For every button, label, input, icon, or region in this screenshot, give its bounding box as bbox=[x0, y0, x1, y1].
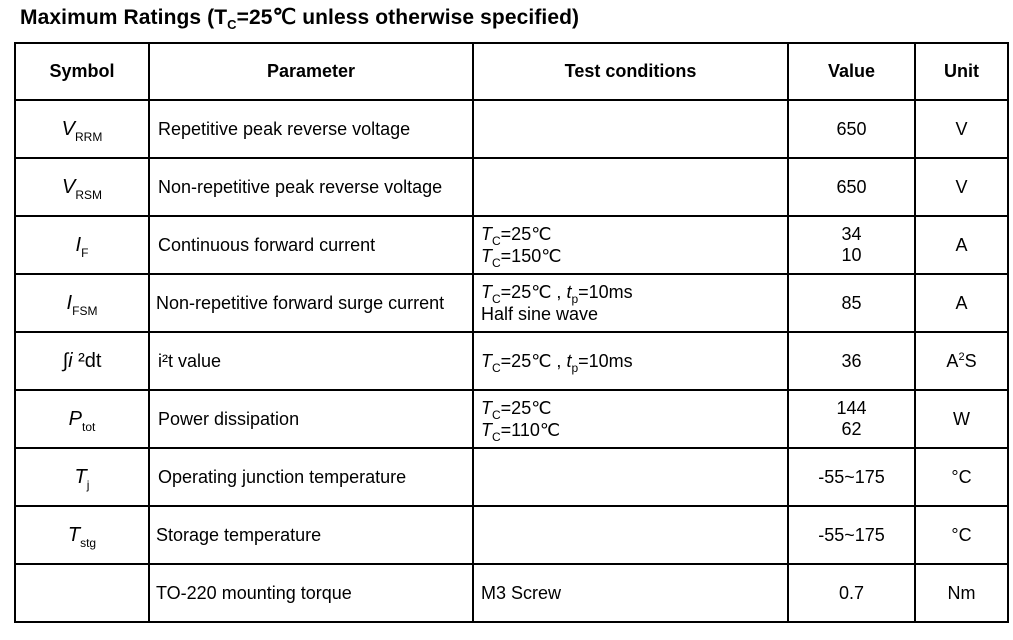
value-cell: 650 bbox=[788, 158, 915, 216]
unit-cell: $A^2S$ bbox=[915, 332, 1008, 390]
condition-line: $T_C=25℃$ bbox=[481, 224, 552, 248]
symbol-cell bbox=[15, 216, 149, 274]
value-cell: 650 bbox=[788, 100, 915, 158]
header-parameter: Parameter bbox=[149, 43, 473, 100]
ratings-table bbox=[14, 42, 1009, 623]
unit-cell: Nm bbox=[915, 564, 1008, 622]
unit-cell: V bbox=[915, 158, 1008, 216]
table-row bbox=[15, 158, 1008, 216]
unit-cell: A bbox=[915, 274, 1008, 332]
symbol-ifsm: $I_{FSM}$ bbox=[66, 291, 98, 318]
unit-cell: V bbox=[915, 100, 1008, 158]
conditions-cell: M3 Screw bbox=[473, 564, 788, 622]
parameter-cell: Continuous forward current bbox=[149, 216, 473, 274]
symbol-cell bbox=[15, 100, 149, 158]
value-cell: 36 bbox=[788, 332, 915, 390]
table-row bbox=[15, 564, 1008, 622]
value-cell: 85 bbox=[788, 274, 915, 332]
parameter-cell: Operating junction temperature bbox=[149, 448, 473, 506]
conditions-cell bbox=[473, 100, 788, 158]
table-row bbox=[15, 506, 1008, 564]
parameter-cell: i²t value bbox=[149, 332, 473, 390]
parameter-cell: Non-repetitive peak reverse voltage bbox=[149, 158, 473, 216]
value-cell: 0.7 bbox=[788, 564, 915, 622]
header-unit: Unit bbox=[915, 43, 1008, 100]
parameter-cell: Power dissipation bbox=[149, 390, 473, 448]
conditions-cell bbox=[473, 158, 788, 216]
unit-cell: A bbox=[915, 216, 1008, 274]
value-cell: 34 10 bbox=[788, 216, 915, 274]
symbol-if: $I_F$ bbox=[75, 233, 89, 260]
table-row bbox=[15, 390, 1008, 448]
value-cell: -55~175 bbox=[788, 506, 915, 564]
parameter-cell: Storage temperature bbox=[149, 506, 473, 564]
symbol-i2t: ∫i ²dt bbox=[62, 349, 102, 372]
symbol-cell bbox=[15, 274, 149, 332]
page-title: Maximum Ratings ($T_C=25℃$ unless otherwise specified) bbox=[20, 6, 580, 32]
parameter-cell: Repetitive peak reverse voltage bbox=[149, 100, 473, 158]
condition-line: $T_C=25℃$ , $t_p=10ms$ bbox=[481, 282, 633, 306]
symbol-cell bbox=[15, 158, 149, 216]
unit-cell: °C bbox=[915, 506, 1008, 564]
conditions-cell bbox=[473, 274, 788, 332]
symbol-tj: $T_j$ bbox=[74, 465, 90, 492]
value-cell: 144 62 bbox=[788, 390, 915, 448]
unit-cell: °C bbox=[915, 448, 1008, 506]
conditions-cell bbox=[473, 448, 788, 506]
parameter-cell: TO-220 mounting torque bbox=[149, 564, 473, 622]
symbol-vrrm: $V_{RRM}$ bbox=[61, 117, 103, 144]
value-cell: -55~175 bbox=[788, 448, 915, 506]
table-row bbox=[15, 332, 1008, 390]
conditions-cell bbox=[473, 506, 788, 564]
header-symbol: Symbol bbox=[15, 43, 149, 100]
condition-line: Half sine wave bbox=[481, 304, 599, 324]
symbol-cell bbox=[15, 332, 149, 390]
condition-line: $T_C=25℃$ , $t_p=10ms$ bbox=[481, 351, 633, 375]
table-row bbox=[15, 448, 1008, 506]
condition-line: $T_C=150℃$ bbox=[481, 246, 562, 270]
header-test-conditions: Test conditions bbox=[473, 43, 788, 100]
table-row bbox=[15, 274, 1008, 332]
table-header-row bbox=[15, 43, 1008, 100]
symbol-cell bbox=[15, 448, 149, 506]
conditions-cell bbox=[473, 216, 788, 274]
symbol-cell bbox=[15, 564, 149, 622]
symbol-ptot: $P_{tot}$ bbox=[68, 407, 96, 434]
condition-line: $T_C=25℃$ bbox=[481, 398, 552, 422]
conditions-cell bbox=[473, 332, 788, 390]
table-row bbox=[15, 100, 1008, 158]
condition-line: $T_C=110℃$ bbox=[481, 420, 561, 444]
conditions-cell bbox=[473, 390, 788, 448]
table-row bbox=[15, 216, 1008, 274]
symbol-vrsm: $V_{RSM}$ bbox=[61, 175, 102, 202]
unit-cell: W bbox=[915, 390, 1008, 448]
symbol-cell bbox=[15, 390, 149, 448]
symbol-cell bbox=[15, 506, 149, 564]
symbol-tstg: $T_{stg}$ bbox=[67, 523, 97, 550]
parameter-cell: Non-repetitive forward surge current bbox=[149, 274, 473, 332]
header-value: Value bbox=[788, 43, 915, 100]
